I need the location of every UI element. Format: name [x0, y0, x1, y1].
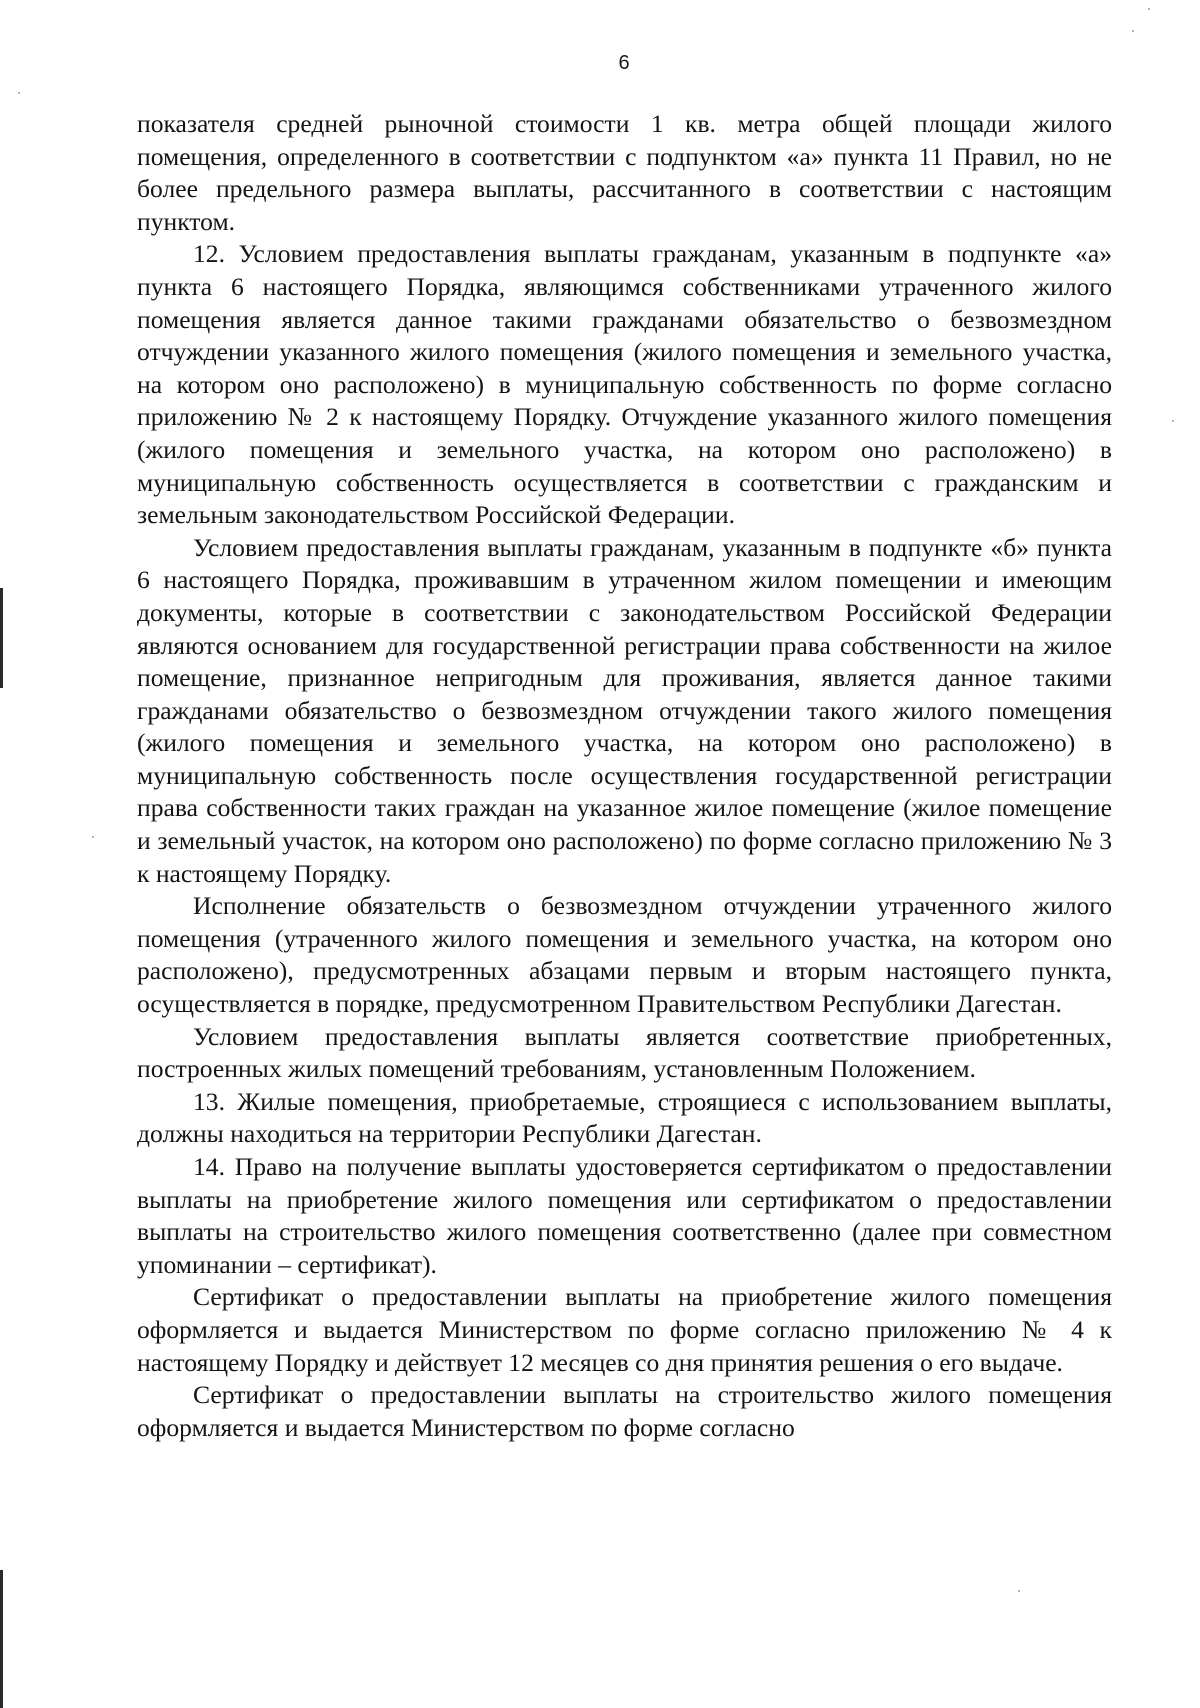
document-body [137, 108, 1112, 1444]
scan-speck [1148, 8, 1150, 10]
scan-artifact-left-edge [0, 1570, 3, 1708]
paragraph-certificate-construction: Сертификат о предоставлении выплаты на строительство жилого помещения оформляется и выдается Министерством по форме согласно [137, 1380, 1112, 1442]
paragraph-continuation: показателя средней рыночной стоимости 1 кв. метра общей площади жилого помещения, определенного в соответствии с подпунктом «а» пункта 11 Правил, но не более предельного размера выплаты, рассчитанного в соответствии с настоящим пунктом. [137, 109, 1112, 236]
paragraph-certificate-purchase: Сертификат о предоставлении выплаты на приобретение жилого помещения оформляется и выдается Министерством по форме согласно приложению № 4 к настоящему Порядку и действует 12 месяцев со дня принятия решения о его выдаче. [137, 1282, 1112, 1377]
paragraph-item-12: 12. Условием предоставления выплаты гражданам, указанным в подпункте «а» пункта 6 настоящего Порядка, являющимся собственниками утраченного жилого помещения является данное такими гражданами обязательство о безвозмездном отчуждении указанного жилого помещения (жилого помещения и земельного участка, на котором оно расположено) в муниципальную собственность по форме согласно приложению № 2 к настоящему Порядку. Отчуждение указанного жилого помещения (жилого помещения и земельного участка, на котором оно расположено) в муниципальную собственность осуществляется в соответствии с гражданским и земельным законодательством Российской Федерации. [137, 239, 1112, 530]
paragraph-item-14: 14. Право на получение выплаты удостоверяется сертификатом о предоставлении выплаты на приобретение жилого помещения или сертификатом о предоставлении выплаты на строительство жилого помещения соответственно (далее при совместном упоминании – сертификат). [137, 1152, 1112, 1279]
scan-speck [1132, 30, 1134, 32]
page-number: 6 [618, 52, 630, 74]
scan-speck [92, 836, 94, 838]
paragraph-condition-subitem-b: Условием предоставления выплаты гражданам, указанным в подпункте «б» пункта 6 настоящего Порядка, проживавшим в утраченном жилом помещении и имеющим документы, которые в соответствии с законодательством Российской Федерации являются основанием для государственной регистрации права собственности на жилое помещение, признанное непригодным для проживания, является данное такими гражданами обязательство о безвозмездном отчуждении такого жилого помещения (жилого помещения и земельного участка, на котором оно расположено) в муниципальную собственность после осуществления государственной регистрации права собственности таких граждан на указанное жилое помещение (жилое помещение и земельный участок, на котором оно расположено) по форме согласно приложению № 3 к настоящему Порядку. [137, 532, 1112, 888]
paragraph-item-13: 13. Жилые помещения, приобретаемые, строящиеся с использованием выплаты, должны находиться на территории Республики Дагестан. [137, 1086, 1112, 1149]
paragraph-compliance-condition: Условием предоставления выплаты является соответствие приобретенных, построенных жилых помещений требованиям, установленным Положением. [137, 1021, 1112, 1084]
scan-artifact-left-edge [0, 588, 3, 688]
scan-speck [1018, 1590, 1020, 1592]
paragraph-obligation-execution: Исполнение обязательств о безвозмездном отчуждении утраченного жилого помещения (утраченного жилого помещения и земельного участка, на котором оно расположено), предусмотренных абзацами первым и вторым настоящего пункта, осуществляется в порядке, предусмотренном Правительством Республики Дагестан. [137, 891, 1112, 1019]
scan-speck [1172, 420, 1174, 422]
scan-speck [18, 92, 20, 94]
